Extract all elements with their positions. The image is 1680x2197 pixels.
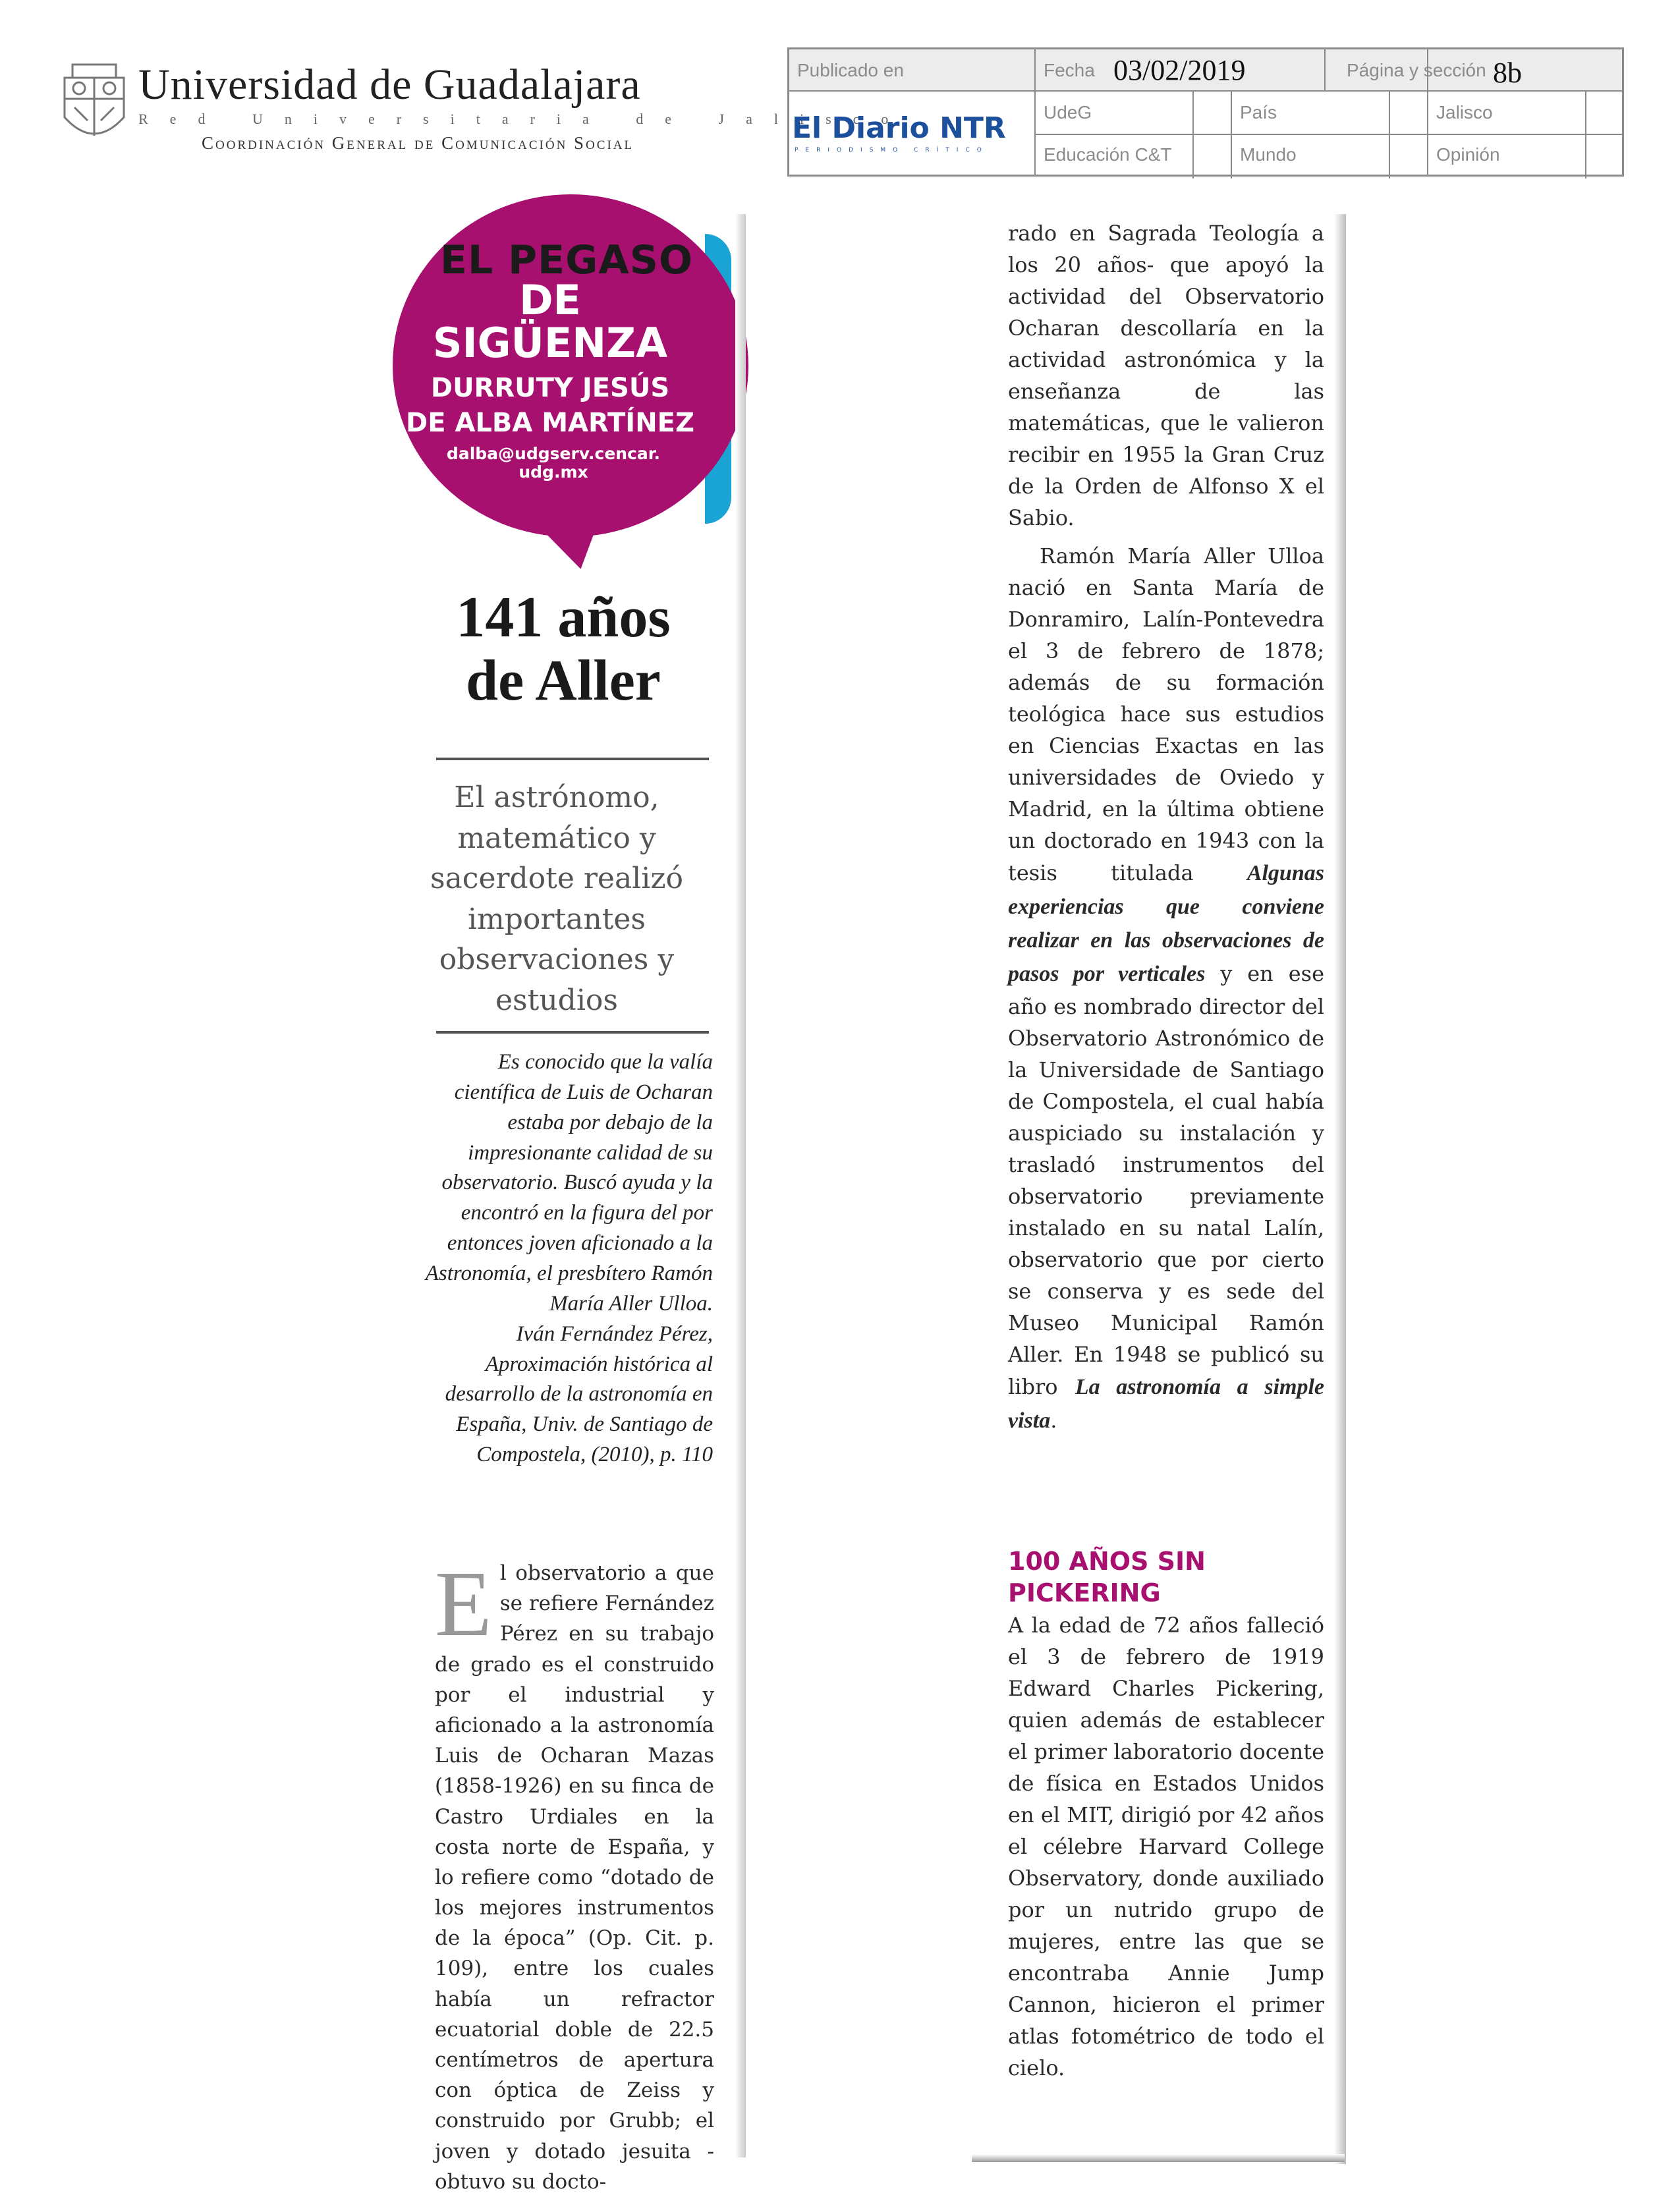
title-line2: de Aller — [466, 648, 661, 713]
title-line1: 141 años — [456, 586, 671, 650]
column-name-line3: SIGÜENZA — [432, 319, 668, 368]
thesis-title: Algunas experiencias que conviene realizar en las observaciones de pasos por verticales — [1008, 861, 1324, 986]
section-mundo: Mundo — [1240, 144, 1297, 165]
column-author — [389, 371, 712, 441]
drop-cap: E — [435, 1551, 492, 1655]
section-opinion: Opinión — [1436, 144, 1500, 165]
network-name: Red Universitaria de Jalisco — [138, 111, 910, 127]
section-educacion: Educación C&T — [1044, 144, 1172, 165]
email-line1: dalba@udgserv.cencar. — [446, 444, 661, 463]
right-clipping-shadow — [1334, 214, 1346, 2164]
date-label: Fecha — [1044, 60, 1095, 80]
page-section-value: 8b — [1493, 57, 1522, 89]
paragraph-2-text-b: y en ese año es nombrado director del Observatorio Astronómico de la Universidade de Santiago de Compostela, el cual había auspiciado su instalación y trasladó instrumentos del observatorio previamente instalado en su natal Lalín, observatorio que por cierto se conserva y es sede del Museo Municipal Ramón Aller. En 1948 se publicó su libro — [1008, 961, 1325, 1399]
udg-crest-logo — [58, 58, 130, 150]
publication-info-table — [787, 47, 1624, 177]
newspaper-logo: El Diario NTR — [792, 111, 1006, 145]
newspaper-tagline: PERIODISMO CRÍTICO — [795, 147, 989, 153]
date-value: 03/02/2019 — [1113, 54, 1246, 86]
page-section-label: Página y sección — [1347, 60, 1486, 80]
paragraph-2-text-a: Ramón María Aller Ulloa nació en Santa María de Donramiro, Lalín-Pontevedra el 3 de febrero de 1878; además de su formación teológica hace sus estudios en Ciencias Exactas en las universidades de Oviedo y Madrid, en la última obtiene un doctorado en 1943 con la tesis titulada — [1008, 543, 1324, 885]
column-name-line2: DE — [519, 276, 581, 324]
body-right-paragraph-1: rado en Sagrada Teología a los 20 años- que apoyó la actividad del Observatorio Ocharan descollaría en la actividad astronómica y la enseñanza de las matemáticas, que le valieron recibir en 1955 la Gran Cruz de la Orden de Alfonso X el Sabio. — [1008, 221, 1324, 530]
section-jalisco: Jalisco — [1436, 102, 1493, 123]
body-left-text: l observatorio a que se refiere Fernández Pérez en su trabajo de grado es el construido por el industrial y aficionado a la astronomía Luis de Ocharan Mazas (1858-1926) en su finca de Castro Urdiales en la costa norte de España, y lo refiere como “dotado de los mejores instrumentos de la época” (Op. Cit. p. 109), entre los cuales había un refractor ecuatorial doble de 22.5 centímetros de apertura con óptica de Zeiss y construido por Grubb; el joven y dotado jesuita -obtuvo su docto- — [435, 1561, 714, 2194]
article-title — [382, 586, 744, 713]
left-clipping — [382, 214, 744, 2194]
published-in-label: Publicado en — [797, 60, 904, 80]
article-body-left — [435, 1551, 714, 2197]
author-email — [428, 445, 679, 481]
body-right-paragraph-3: A la edad de 72 años falleció el 3 de febrero de 1919 Edward Charles Pickering, quien además de establecer el primer laboratorio docente de física en Estados Unidos en el MIT, dirigió por 42 años el célebre Harvard College Observatory, donde auxiliado por un nutrido grupo de mujeres, entre las que se encontraba Annie Jump Cannon, hicieron el primer atlas fotométrico de todo el cielo. — [1008, 1613, 1324, 2080]
epigraph-citation: Iván Fernández Pérez, Aproximación histórica al desarrollo de la astronomía en España, Univ. de Santiago de Compostela, (2010), p. 110 — [445, 1321, 713, 1467]
body-right-paragraph-2 — [1008, 540, 1324, 1437]
column-speech-bubble — [389, 221, 718, 576]
section-pais: País — [1240, 102, 1277, 123]
email-line2: udg.mx — [518, 462, 588, 482]
right-clipping — [972, 214, 1344, 2161]
deck-bottom-rule — [436, 1031, 709, 1034]
subhead-pickering: 100 AÑOS SIN PICKERING — [1008, 1547, 1206, 1607]
section-udeg: UdeG — [1044, 102, 1092, 123]
right-clipping-bottom-edge — [972, 2154, 1345, 2162]
author-line1: DURRUTY JESÚS — [430, 373, 670, 403]
epigraph — [419, 1047, 713, 1470]
paragraph-2-text-c: . — [1050, 1408, 1057, 1433]
book-title: La astronomía a simple vista — [1008, 1375, 1325, 1433]
article-deck: El astrónomo, matemático y sacerdote realizó importantes observaciones y estudios — [430, 781, 683, 1017]
column-name-line1: EL PEGASO — [440, 237, 693, 283]
left-clipping-shadow — [735, 214, 746, 2157]
coordination-name: Coordinación General de Comunicación Social — [202, 133, 634, 153]
deck-top-rule — [436, 758, 709, 760]
institution-name: Universidad de Guadalajara — [138, 61, 641, 109]
author-line2: DE ALBA MARTÍNEZ — [405, 408, 694, 439]
column-name-line2-3 — [389, 276, 712, 368]
epigraph-quote: Es conocido que la valía científica de Luis de Ocharan estaba por debajo de la impresionante calidad de su observatorio. Buscó ayuda y la encontró en la figura del por entonces joven aficionado a la Astronomía, el presbítero Ramón María Aller Ulloa. — [425, 1050, 713, 1316]
